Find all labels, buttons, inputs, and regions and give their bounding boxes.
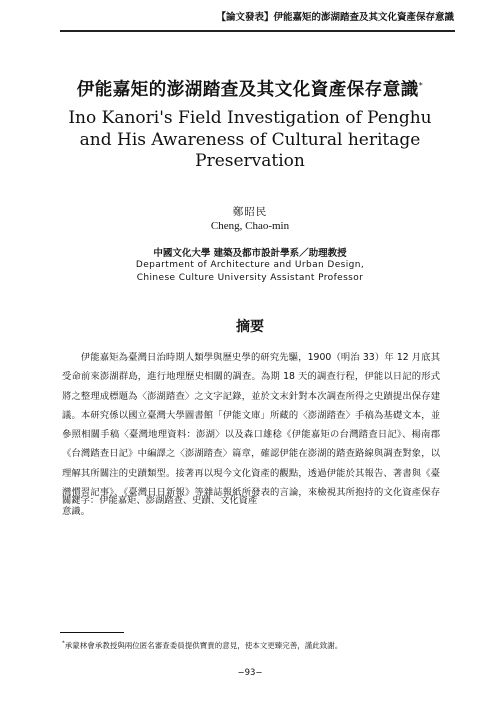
affiliation-chinese: 中國文化大學 建築及都市設計學系／助理教授	[153, 248, 347, 259]
author-name-english: Cheng, Chao-min	[210, 220, 290, 232]
affiliation-english	[0, 259, 500, 285]
page-number: −93−	[237, 668, 263, 678]
footnote-text: 承蒙林會承教授與兩位匿名審查委員提供寶貴的意見，使本文更臻完善，謹此致謝。	[64, 641, 343, 650]
affiliation-english-line-1: Department of Architecture and Urban Design,	[135, 260, 365, 270]
title-english-line-3: Preservation	[195, 151, 305, 171]
footnote-rule	[60, 632, 124, 633]
affiliation-english-line-2: Chinese Culture University Assistant Professor	[136, 273, 364, 283]
header-rule	[60, 30, 455, 32]
title-chinese-text: 伊能嘉矩的澎湖踏查及其文化資產保存意識	[76, 80, 419, 100]
title-english-line-1: Ino Kanori's Field Investigation of Penghu	[68, 108, 432, 128]
title-english	[0, 108, 500, 173]
title-note-mark: *	[418, 81, 424, 91]
running-head: 【論文發表】伊能嘉矩的澎湖踏查及其文化資產保存意識	[216, 12, 454, 23]
title-chinese	[0, 76, 500, 101]
keywords: 關鍵字：伊能嘉矩、澎湖踏查、史蹟、文化資產	[62, 495, 258, 506]
footnote	[62, 640, 442, 651]
title-english-line-2: and His Awareness of Cultural heritage	[79, 129, 421, 150]
author-name-chinese: 鄭昭民	[232, 206, 268, 218]
abstract-body: 伊能嘉矩為臺灣日治時期人類學與歷史學的研究先驅，1900（明治 33）年 12 月底其受命前來澎湖群島，進行地理歷史相關的調查。為期 18 天的調查行程，伊能以日記的形式將之整理成標題為〈澎湖踏查〉之文字記錄，並於文末針對本次調查所得之史蹟提出保存建議。本研究係以國立臺灣大學圖書館「伊能文庫」所藏的〈澎湖踏查〉手稿為基礎文本，並參照相關手稿〈臺灣地理資料：澎湖〉以及森口雄稔《伊能嘉矩の台灣踏査日記》、楊南郡《台灣踏查日記》中編譯之〈澎湖踏查〉篇章，確認伊能在澎湖的踏查路線與調查對象，以理解其所關注的史蹟類型。接著再以現今文化資產的觀點，透過伊能於其報告、著書與《臺灣慣習記事》、《臺灣日日新報》等雜誌報紙所發表的言論，來檢視其所抱持的文化資產保存意識。	[62, 352, 440, 518]
abstract-heading: 摘要	[236, 319, 264, 335]
footnote-mark: *	[62, 640, 65, 647]
